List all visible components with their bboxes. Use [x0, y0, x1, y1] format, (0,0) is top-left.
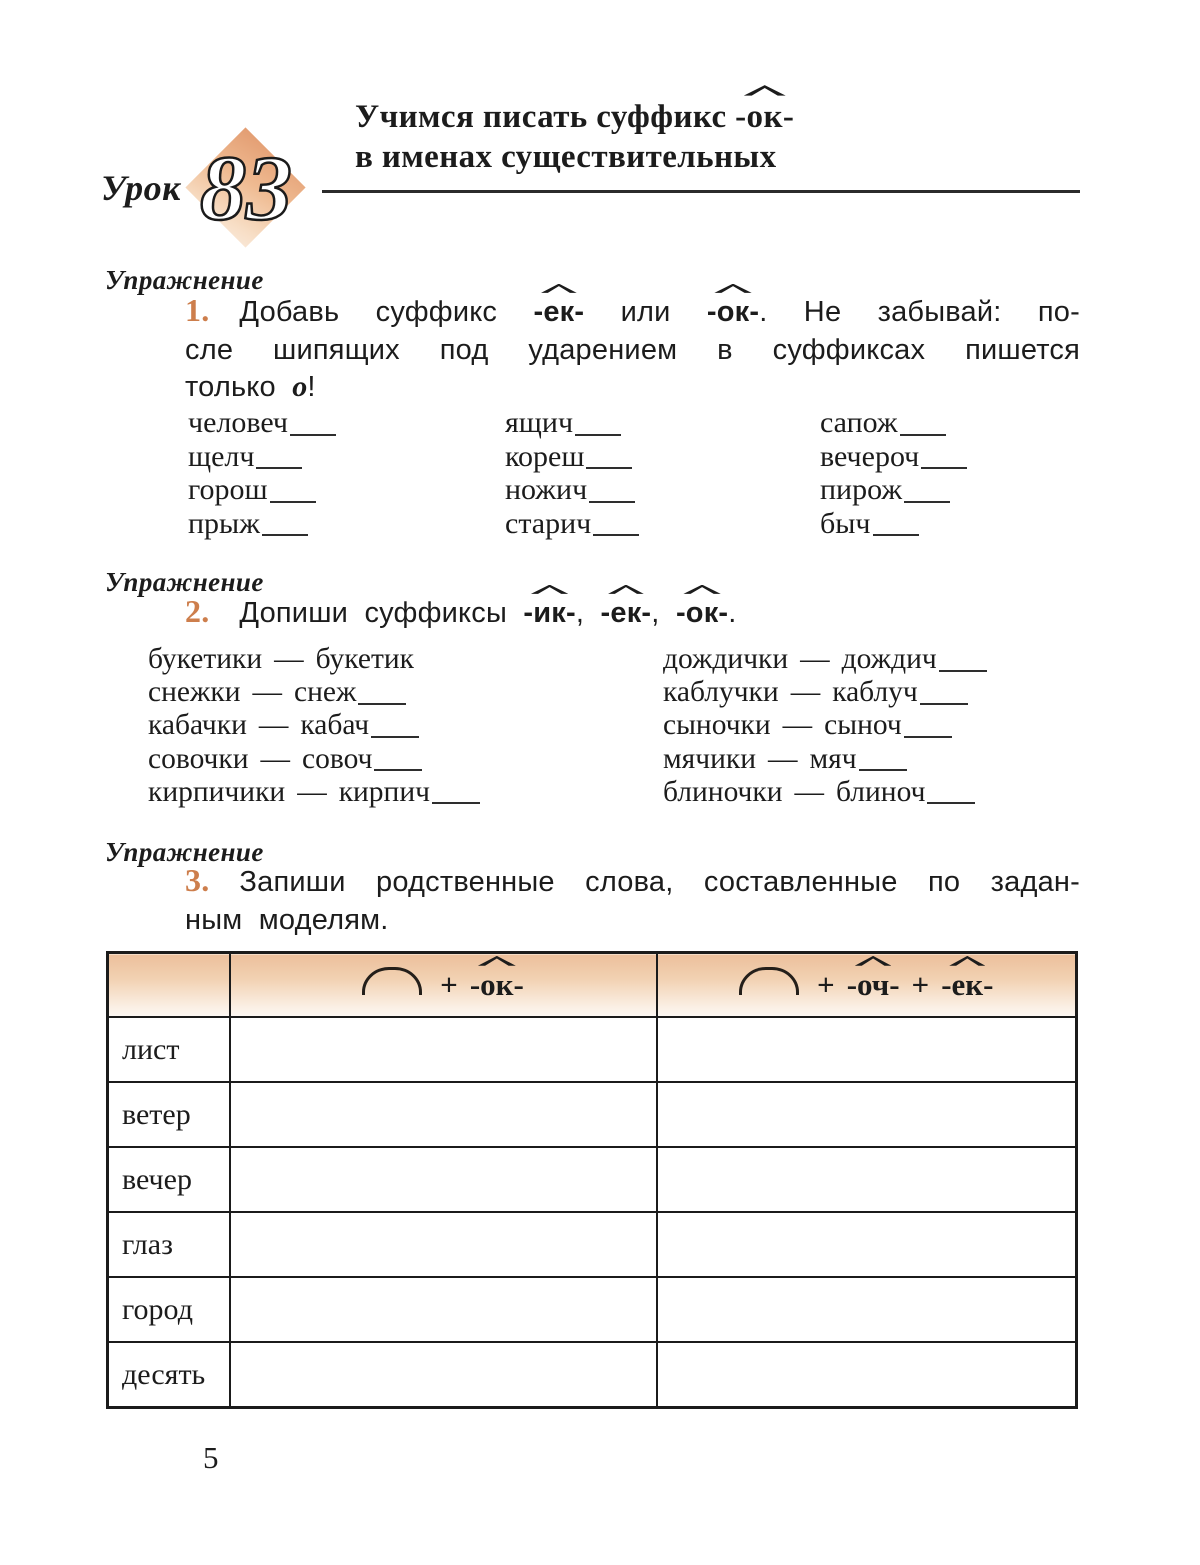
word-item: горош — [188, 473, 505, 507]
row-label: десять — [108, 1342, 230, 1408]
lesson-number: 83 — [200, 137, 292, 239]
word-item: прыж — [188, 507, 505, 541]
word-item: ящич — [505, 406, 820, 440]
suffix-hat-icon — [949, 956, 985, 966]
exercise1-word-list — [188, 406, 1083, 540]
exercise2-instruction: 2. Допиши суффиксы -ик-, -ек-, -ок-. — [185, 593, 1080, 633]
word-item: пирож — [820, 473, 1083, 507]
em-dash: — — [790, 676, 821, 709]
word-item: щелч — [188, 440, 505, 474]
models-table — [106, 951, 1078, 1409]
suffix-ok: -ок- — [676, 595, 728, 633]
row-label: ветер — [108, 1082, 230, 1147]
exercise1-instruction-line2: сле шипящих под ударением в суффиксах пишется — [185, 333, 1080, 366]
write-in-blank — [939, 643, 987, 672]
title-line1 — [355, 97, 1100, 137]
row-label: вечер — [108, 1147, 230, 1212]
suffix-ok: -ок- — [707, 294, 759, 332]
suffix-ok: -ок- — [470, 967, 524, 1003]
header-rule — [322, 190, 1080, 193]
em-dash: — — [767, 742, 798, 775]
write-in-blank — [927, 776, 975, 805]
word-item: человеч — [188, 406, 505, 440]
word-item: старич — [505, 507, 820, 541]
exercise3-number: 3. — [185, 862, 210, 898]
title-line2: в именах существительных — [355, 139, 777, 175]
write-in-blank — [575, 407, 621, 436]
word-pair: кабачки — кабач — [148, 709, 663, 742]
answer-cell — [657, 1342, 1077, 1408]
root-arc-icon — [739, 967, 799, 995]
write-in-blank — [262, 507, 308, 536]
table-header-row — [108, 953, 1077, 1018]
word-pair: кирпичики — кирпич — [148, 776, 663, 809]
row-label: лист — [108, 1017, 230, 1082]
word-item: сапож — [820, 406, 1083, 440]
table-header-model-ok — [230, 953, 657, 1018]
exercise2-label: Упражнение — [105, 567, 264, 597]
write-in-blank — [859, 743, 907, 772]
suffix-hat-icon — [683, 585, 720, 594]
word-pair: совочки — совоч — [148, 743, 663, 776]
word-item: кореш — [505, 440, 820, 474]
em-dash: — — [252, 676, 282, 709]
suffix-ek: -ек- — [533, 294, 584, 332]
answer-cell — [657, 1017, 1077, 1082]
exercise3-label: Упражнение — [105, 837, 264, 867]
write-in-blank — [586, 440, 632, 469]
em-dash: — — [260, 742, 291, 775]
write-in-blank — [593, 507, 639, 536]
em-dash: — — [297, 775, 327, 808]
title-text: Учимся писать суффикс — [355, 99, 727, 135]
em-dash: — — [794, 775, 825, 808]
write-in-blank — [900, 407, 946, 436]
suffix-ek: -ек- — [941, 967, 993, 1003]
row-label: город — [108, 1277, 230, 1342]
write-in-blank — [358, 676, 406, 705]
answer-cell — [657, 1212, 1077, 1277]
exercise1-number: 1. — [185, 292, 210, 328]
suffix-och: -оч- — [847, 967, 900, 1003]
page-title — [355, 97, 1100, 177]
plus-sign: + — [911, 967, 930, 1002]
page-number: 5 — [203, 1440, 219, 1475]
suffix-hat-icon — [855, 956, 892, 966]
answer-cell — [230, 1147, 657, 1212]
exercise1-instruction-line1: 1. Добавь суффикс -ек- или -ок-. Не забывай: по- — [185, 292, 1080, 332]
write-in-blank — [904, 474, 950, 503]
write-in-blank — [270, 474, 316, 503]
lesson-label: Урок — [101, 168, 181, 208]
exercise3-instruction — [185, 862, 1080, 939]
word-item: ножич — [505, 473, 820, 507]
write-in-blank — [432, 776, 480, 805]
answer-cell — [657, 1147, 1077, 1212]
write-in-blank — [589, 474, 635, 503]
suffix-hat-icon — [531, 585, 568, 594]
table-row — [108, 1017, 1077, 1082]
suffix-hat-icon — [714, 284, 751, 293]
title-suffix-ok: -ок- — [735, 97, 794, 137]
answer-cell — [230, 1342, 657, 1408]
write-in-blank — [374, 743, 422, 772]
word-pair: снежки — снеж — [148, 676, 663, 709]
row-label: глаз — [108, 1212, 230, 1277]
table-header-model-och-ek — [657, 953, 1077, 1018]
word-item: вечероч — [820, 440, 1083, 474]
word-pair: мячики — мяч — [663, 743, 1080, 776]
pairs-left-column — [148, 643, 663, 809]
table-row — [108, 1277, 1077, 1342]
em-dash: — — [274, 643, 304, 675]
emphasized-o: о — [292, 370, 308, 403]
word-pair: букетики — букетик — [148, 643, 414, 675]
answer-cell — [230, 1017, 657, 1082]
exercise2-number: 2. — [185, 593, 210, 629]
word-item: быч — [820, 507, 1083, 541]
write-in-blank — [921, 440, 967, 469]
write-in-blank — [371, 709, 419, 738]
word-pair: дождички — дождич — [663, 643, 1080, 676]
table-row — [108, 1147, 1077, 1212]
write-in-blank — [256, 440, 302, 469]
word-pair: сыночки — сыноч — [663, 709, 1080, 742]
word-pair: каблучки — каблуч — [663, 676, 1080, 709]
suffix-hat-icon — [478, 956, 516, 966]
exercise1-instruction-line3: только о! — [185, 370, 316, 403]
table-row — [108, 1212, 1077, 1277]
exercise3-instruction-line2: ным моделям. — [185, 903, 389, 936]
suffix-ek: -ек- — [601, 595, 652, 633]
exercise3-instruction-line1: 3. Запиши родственные слова, составленные по задан- — [185, 862, 1080, 898]
exercise1-instruction — [185, 292, 1080, 407]
answer-cell — [657, 1082, 1077, 1147]
answer-cell — [657, 1277, 1077, 1342]
em-dash: — — [258, 709, 289, 742]
plus-sign: + — [817, 967, 835, 1002]
write-in-blank — [873, 507, 919, 536]
suffix-ik: -ик- — [523, 595, 575, 633]
write-in-blank — [904, 709, 952, 738]
exercise2-word-pairs — [148, 643, 1080, 809]
table-header-empty-cell — [108, 953, 230, 1018]
suffix-hat-icon — [541, 284, 577, 293]
write-in-blank — [290, 407, 336, 436]
suffix-hat-icon — [608, 585, 644, 594]
pairs-right-column — [663, 643, 1080, 809]
answer-cell — [230, 1212, 657, 1277]
answer-cell — [230, 1082, 657, 1147]
em-dash: — — [800, 643, 830, 676]
write-in-blank — [920, 676, 968, 705]
table-row — [108, 1082, 1077, 1147]
plus-sign: + — [440, 967, 458, 1002]
answer-cell — [230, 1277, 657, 1342]
word-pair: блиночки — блиноч — [663, 776, 1080, 809]
root-arc-icon — [362, 967, 422, 995]
em-dash: — — [782, 709, 813, 742]
exercise1-label: Упражнение — [105, 265, 264, 295]
suffix-hat-icon — [744, 85, 786, 96]
table-row — [108, 1342, 1077, 1408]
